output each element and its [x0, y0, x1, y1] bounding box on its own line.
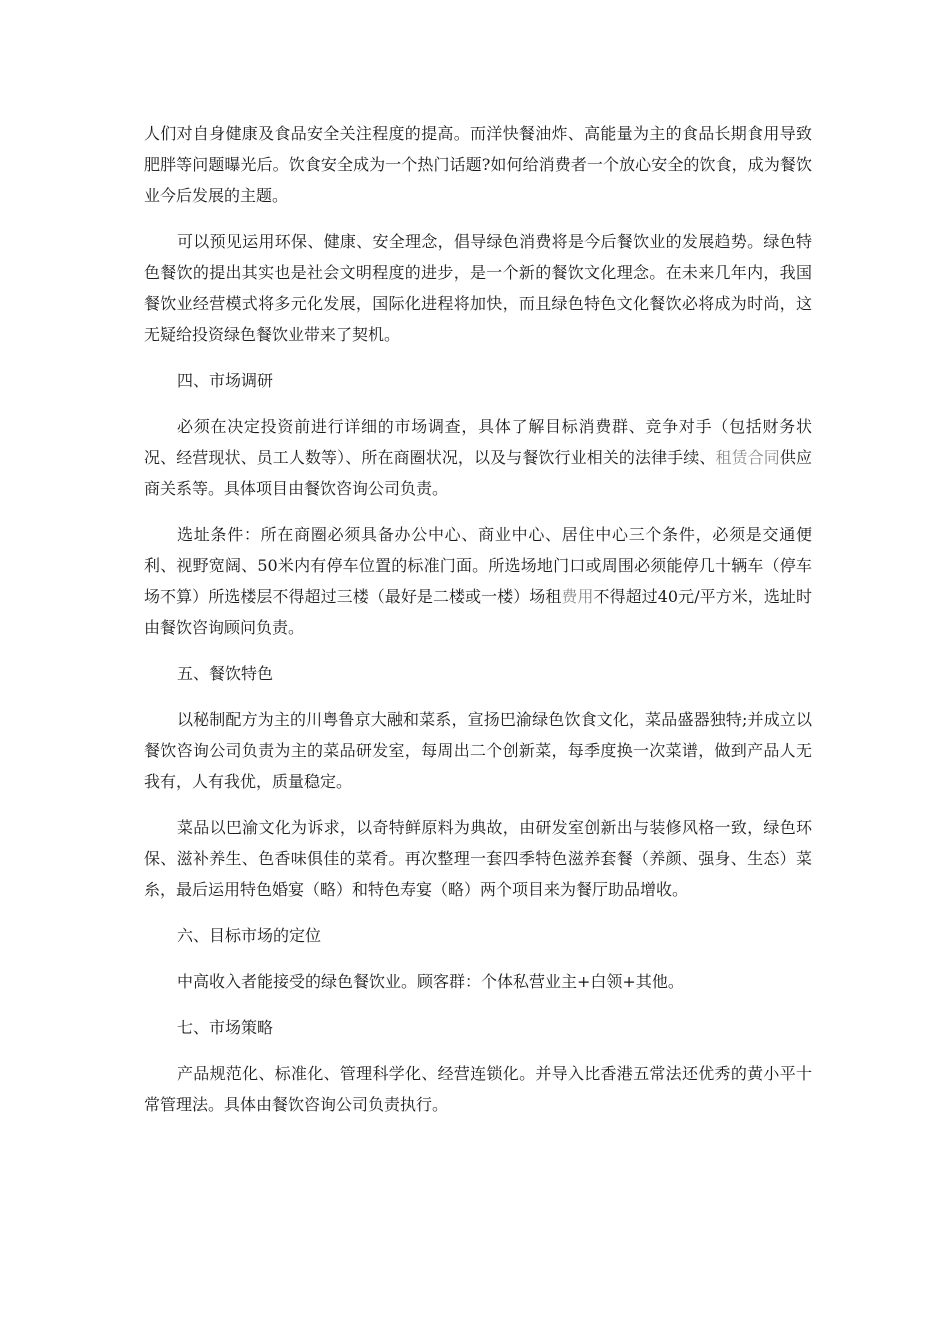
paragraph-text: 不得超过40元/平方米，选址时由餐饮咨询顾问负责。: [144, 587, 812, 637]
cost-link-text: 费用: [561, 587, 594, 606]
paragraph-site-selection: [144, 519, 812, 643]
section-heading-target-market: 六、目标市场的定位: [177, 926, 322, 945]
lease-contract-link-text: 租赁合同: [715, 448, 780, 467]
paragraph-strategy-detail: 产品规范化、标准化、管理科学化、经营连锁化。并导入比香港五常法还优秀的黄小平十常管理法。具体由餐饮咨询公司负责执行。: [144, 1064, 812, 1114]
section-heading-market-research: 四、市场调研: [177, 371, 274, 390]
paragraph-health-awareness: 人们对自身健康及食品安全关注程度的提高。而洋快餐油炸、高能量为主的食品长期食用导致肥胖等问题曝光后。饮食安全成为一个热门话题?如何给消费者一个放心安全的饮食，成为餐饮业今后发展的主题。: [144, 124, 812, 205]
paragraph-market-survey: [144, 411, 812, 504]
document-body: [144, 118, 812, 1120]
paragraph-customer-group: 中高收入者能接受的绿色餐饮业。顾客群：个体私营业主+白领+其他。: [177, 972, 684, 991]
section-heading-cuisine-features: 五、餐饮特色: [177, 664, 274, 683]
paragraph-text: 选址条件：所在商圈必须具备办公中心、商业中心、居住中心三个条件，必须是交通便利、视野宽阔、50米内有停车位置的标准门面。所选场地门口或周围必须能停几十辆车（停车场不算）所选楼层不得超过三楼（最好是二楼或一楼）场租: [144, 525, 812, 606]
paragraph-text: 供应商关系等。具体项目由餐饮咨询公司负责。: [144, 448, 812, 498]
paragraph-secret-recipe: 以秘制配方为主的川粤鲁京大融和菜系，宣扬巴渝绿色饮食文化，菜品盛器独特;并成立以餐饮咨询公司负责为主的菜品研发室，每周出二个创新菜，每季度换一次菜谱，做到产品人无我有，人有我优，质量稳定。: [144, 710, 812, 791]
paragraph-green-trend: 可以预见运用环保、健康、安全理念，倡导绿色消费将是今后餐饮业的发展趋势。绿色特色餐饮的提出其实也是社会文明程度的进步，是一个新的餐饮文化理念。在未来几年内，我国餐饮业经营模式将多元化发展，国际化进程将加快，而且绿色特色文化餐饮必将成为时尚，这无疑给投资绿色餐饮业带来了契机。: [144, 232, 812, 344]
paragraph-dish-concept: 菜品以巴渝文化为诉求，以奇特鲜原料为典故，由研发室创新出与装修风格一致，绿色环保、滋补养生、色香味俱佳的菜肴。再次整理一套四季特色滋养套餐（养颜、强身、生态）菜糸，最后运用特色婚宴（略）和特色寿宴（略）两个项目来为餐厅助品增收。: [144, 818, 812, 899]
paragraph-text: 必须在决定投资前进行详细的市场调查，具体了解目标消费群、竞争对手（包括财务状况、经营现状、员工人数等）、所在商圈状况，以及与餐饮行业相关的法律手续、: [144, 417, 812, 467]
section-heading-market-strategy: 七、市场策略: [177, 1018, 274, 1037]
